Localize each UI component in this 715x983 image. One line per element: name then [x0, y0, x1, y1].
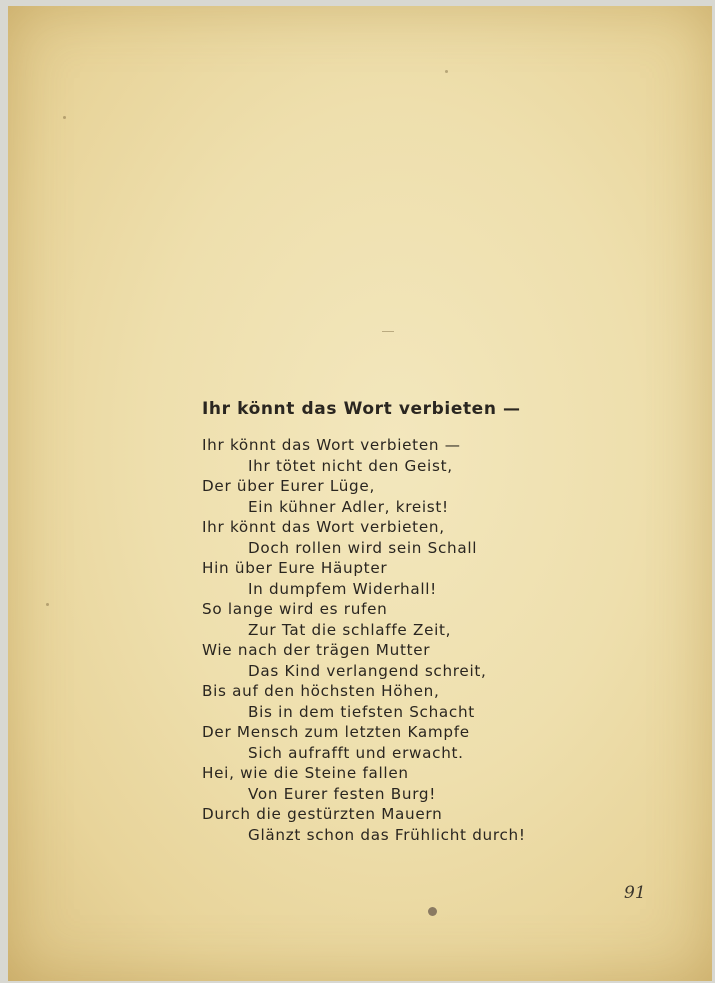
poem-line: Hei, wie die Steine fallen [202, 764, 409, 782]
poem-line: Ihr tötet nicht den Geist, [248, 456, 453, 475]
poem [202, 399, 526, 845]
poem-title: Ihr könnt das Wort verbieten — [202, 399, 521, 419]
poem-line: Doch rollen wird sein Schall [248, 538, 478, 557]
poem-line: Ihr könnt das Wort verbieten, [202, 518, 445, 536]
page-number: 91 [624, 883, 646, 903]
poem-line: Wie nach der trägen Mutter [202, 641, 431, 659]
poem-line: Von Eurer festen Burg! [248, 784, 437, 803]
poem-line: Das Kind verlangend schreit, [248, 661, 487, 680]
poem-line: Durch die gestürzten Mauern [202, 805, 443, 823]
paper-speck [46, 603, 49, 606]
poem-line: In dumpfem Widerhall! [248, 579, 437, 598]
poem-line: Ihr könnt das Wort verbieten — [202, 436, 461, 454]
paper-speck [382, 331, 394, 332]
poem-line: Der über Eurer Lüge, [202, 477, 375, 495]
poem-line: Glänzt schon das Frühlicht durch! [248, 825, 526, 844]
poem-line: Bis auf den höchsten Höhen, [202, 682, 440, 700]
paper-speck [63, 116, 66, 119]
ornament-dot-icon [428, 907, 437, 916]
poem-line: Der Mensch zum letzten Kampfe [202, 723, 470, 741]
poem-line: Sich aufrafft und erwacht. [248, 743, 464, 762]
book-page [8, 6, 712, 981]
paper-speck [445, 70, 448, 73]
poem-line: So lange wird es rufen [202, 600, 388, 618]
poem-line: Hin über Eure Häupter [202, 559, 388, 577]
poem-line: Ein kühner Adler, kreist! [248, 497, 449, 516]
poem-line: Bis in dem tiefsten Schacht [248, 702, 475, 721]
poem-line: Zur Tat die schlaffe Zeit, [248, 620, 452, 639]
